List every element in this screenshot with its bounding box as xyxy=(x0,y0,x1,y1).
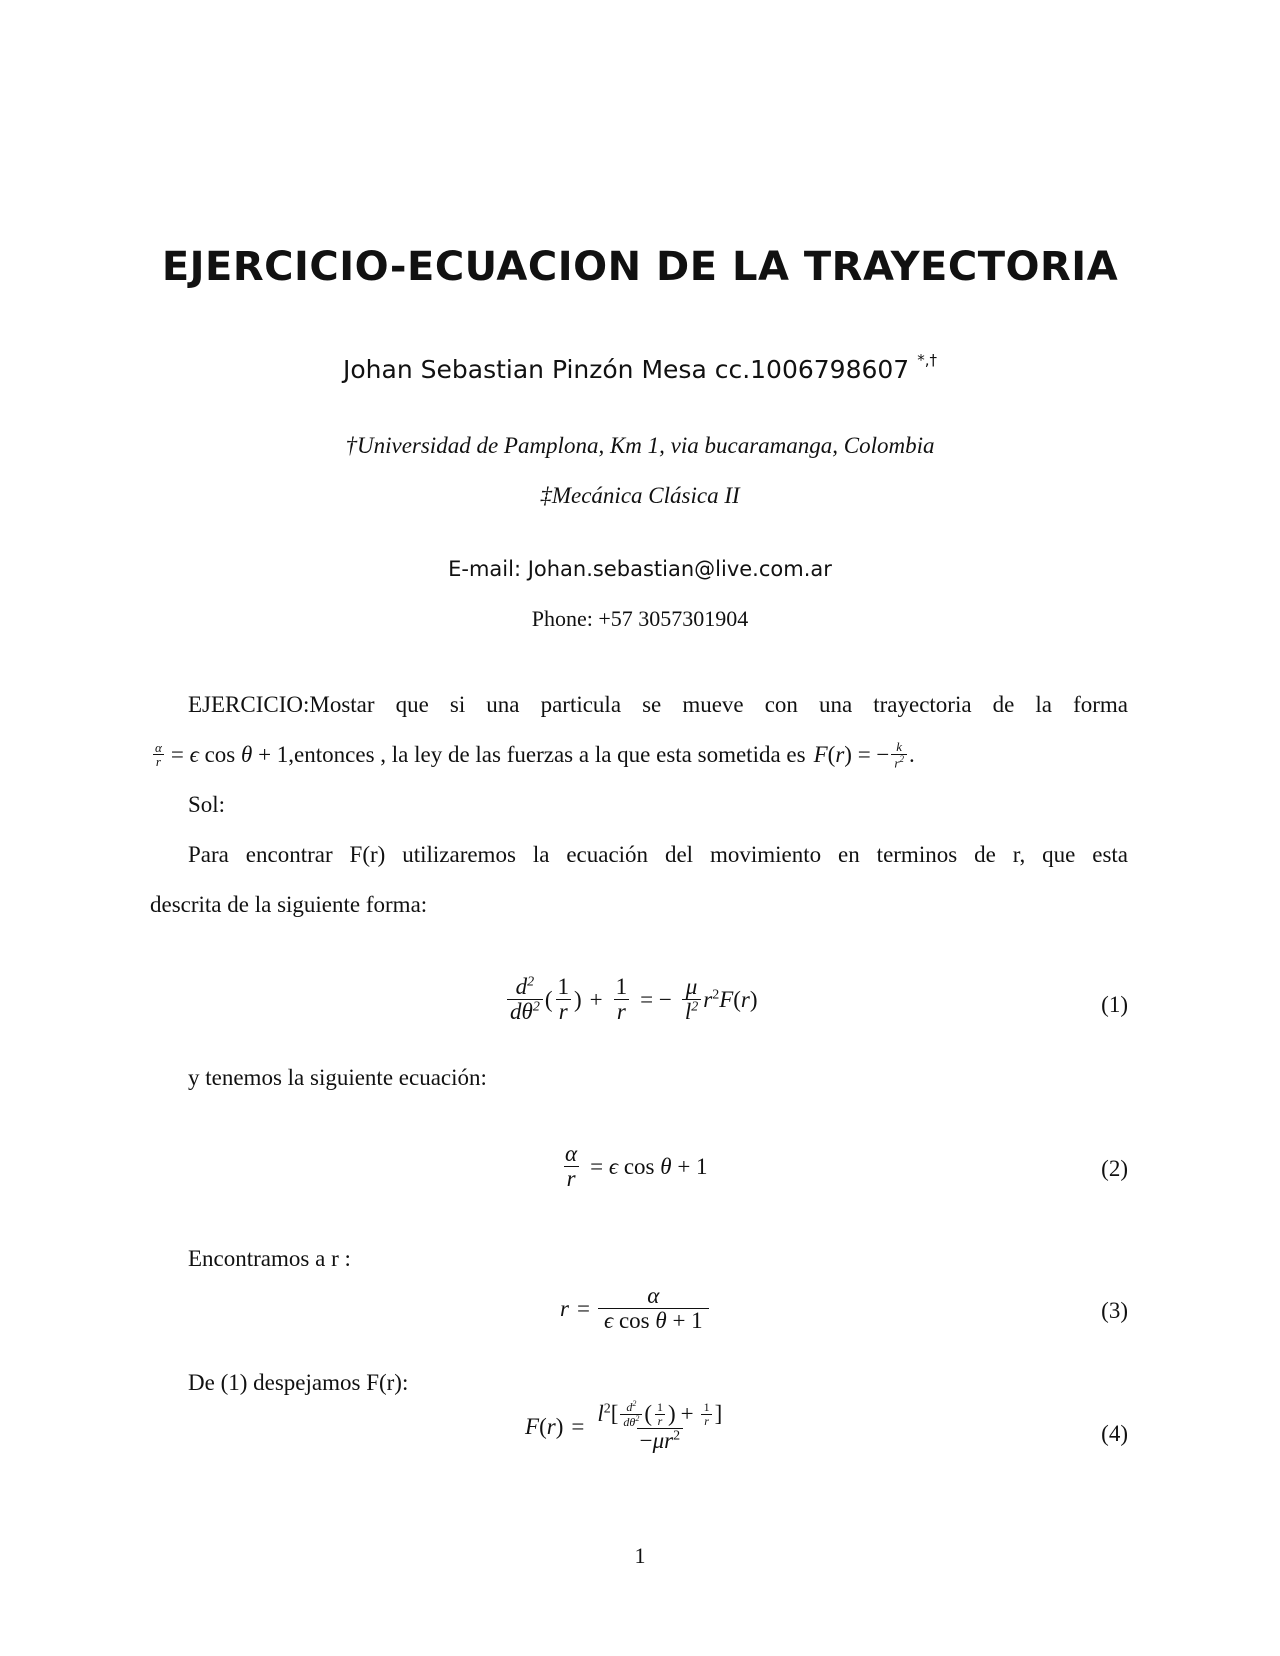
encontramos-text: Encontramos a r : xyxy=(188,1246,351,1271)
page-number: 1 xyxy=(634,1543,646,1568)
inline-fraction-k-r2: $\frac{k}{r^2}$ xyxy=(891,740,907,770)
equation-4: F (r) = $l^2$ [ $\frac{d^2}{d\theta^2}$ ( $\frac{1}{r}$ ) + $\frac{1}{r}$ ] $-\mu r^2$ xyxy=(525,1400,727,1453)
y-tenemos-text: y tenemos la siguiente ecuación: xyxy=(188,1065,487,1090)
despejamos-text: De (1) despejamos F(r): xyxy=(188,1370,409,1395)
frac-d2-dtheta2: $\frac{d^2}{d\theta^2}$ xyxy=(507,975,543,1024)
equation-number-2: (2) xyxy=(1101,1156,1128,1181)
para-line-1: Para encontrar F(r) utilizaremos la ecuación del movimiento en terminos de r, que esta xyxy=(188,842,1128,867)
affiliation-course: ‡Mecánica Clásica II xyxy=(540,483,740,508)
frac-alpha-over-ecos: $\frac{\alpha}{\text{ϵ cos θ + 1}}$ xyxy=(598,1284,709,1333)
exercise-line-2: $\frac{\alpha}{r}$ = ϵ cos θ + 1 ,entonces , la ley de las fuerzas a la que esta sometida es F(r) = − $\frac{k}{r^2}$ . xyxy=(150,740,915,770)
author-marks: *,† xyxy=(917,351,937,369)
affiliation-university: †Universidad de Pamplona, Km 1, via bucaramanga, Colombia xyxy=(345,433,935,458)
frac-1-r: $\frac{1}{r}$ xyxy=(557,974,569,1025)
inline-force-law: F(r) = − xyxy=(813,741,890,767)
frac-mu-l2: $\frac{\mu}{l^2}$ xyxy=(682,975,701,1024)
frac-1-r-b: $\frac{1}{r}$ xyxy=(615,974,628,1025)
frac-force-expression: $l^2$ [ $\frac{d^2}{d\theta^2}$ ( $\frac{1}{r}$ ) + $\frac{1}{r}$ ] $-\mu r^2$ xyxy=(597,1399,723,1454)
equation-number-3: (3) xyxy=(1101,1298,1128,1323)
frac-d2-dtheta2-small: $\frac{d^2}{d\theta^2}$ xyxy=(620,1400,642,1428)
exercise-line-2-text: ,entonces , la ley de las fuerzas a la que esta sometida es xyxy=(288,741,806,767)
email-line: E-mail: Johan.sebastian@live.com.ar xyxy=(448,557,832,581)
equation-2: $\frac{\alpha}{r}$ = ϵ cos θ + 1 xyxy=(560,1142,708,1191)
inline-math-eq: = ϵ cos θ + 1 xyxy=(170,741,289,767)
equation-1: $\frac{d^2}{d\theta^2}$ ( $\frac{1}{r}$ ) + $\frac{1}{r}$ = − $\frac{\mu}{l^2}$ $r^2F$ (r) xyxy=(505,975,758,1024)
frac-alpha-r: $\frac{\alpha}{r}$ xyxy=(565,1141,578,1192)
frac-1-r-small-b: $\frac{1}{r}$ xyxy=(701,1401,713,1427)
inline-fraction-alpha-r: $\frac{\alpha}{r}$ xyxy=(152,741,165,769)
phone-line: Phone: +57 3057301904 xyxy=(531,606,749,631)
author-name: Johan Sebastian Pinzón Mesa cc.1006798607 xyxy=(343,355,910,384)
equation-number-1: (1) xyxy=(1101,992,1128,1017)
author-line xyxy=(0,351,1280,384)
document-title: EJERCICIO-ECUACION DE LA TRAYECTORIA xyxy=(161,244,1119,290)
equation-3: r = $\frac{\alpha}{\text{ϵ cos θ + 1}}$ xyxy=(560,1284,711,1333)
equation-number-4: (4) xyxy=(1101,1421,1128,1446)
sol-label: Sol: xyxy=(188,792,226,817)
frac-1-r-small: $\frac{1}{r}$ xyxy=(654,1401,666,1427)
para-line-2: descrita de la siguiente forma: xyxy=(150,892,428,917)
exercise-line-1: EJERCICIO:Mostar que si una particula se mueve con una trayectoria de la forma xyxy=(188,692,1128,717)
